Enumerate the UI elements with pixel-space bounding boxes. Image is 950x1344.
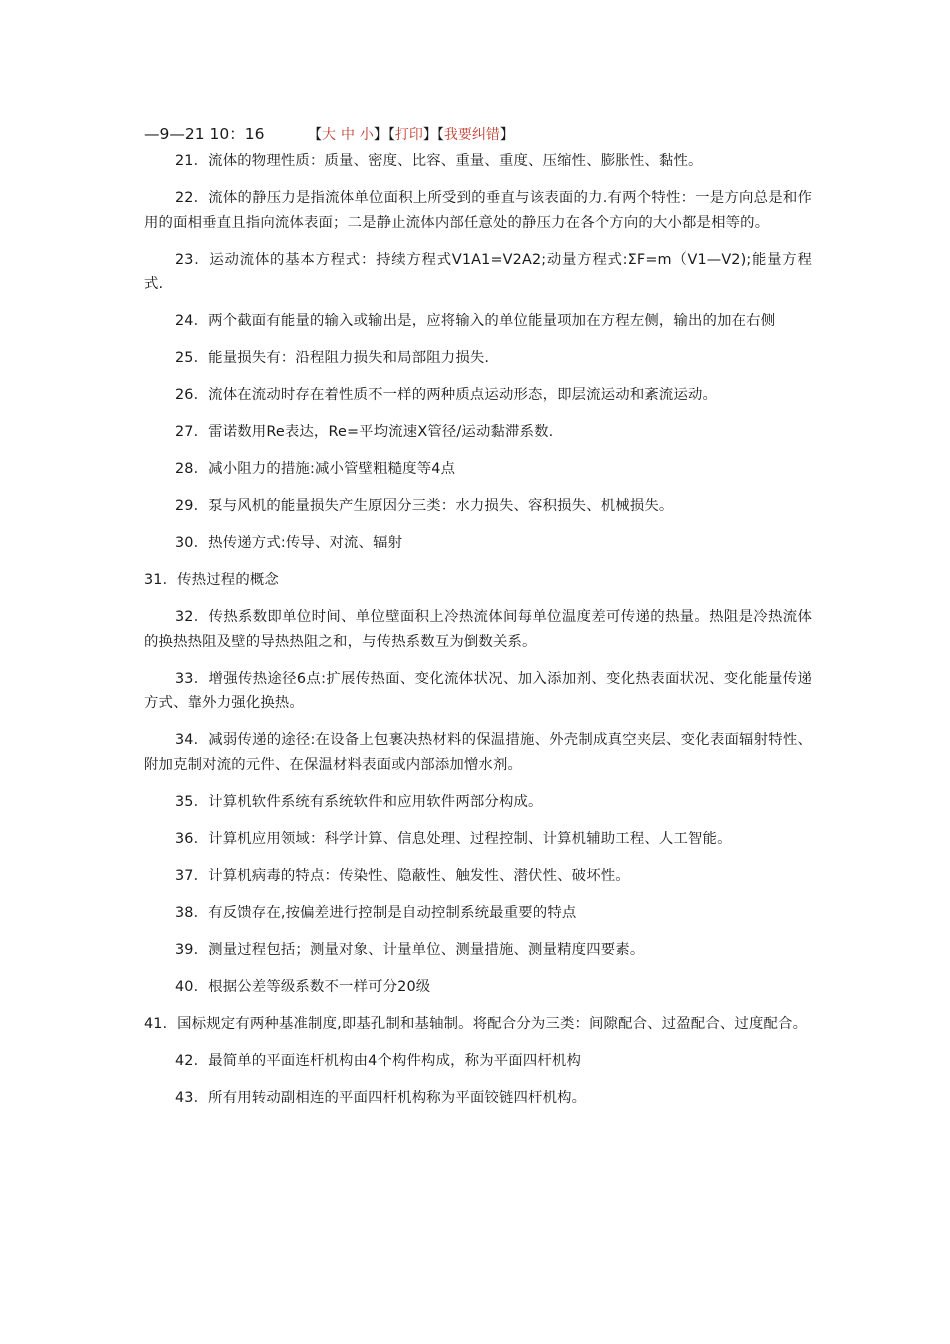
item-text: 增强传热途径6点:扩展传热面、变化流体状况、加入添加剂、变化热表面状况、变化能量传递方式、靠外力强化换热。 [144,670,813,711]
list-item [144,346,812,371]
item-text: 泵与风机的能量损失产生原因分三类：水力损失、容积损失、机械损失。 [208,498,674,514]
list-item [144,1049,812,1074]
item-number: 34． [175,732,209,748]
list-item [144,667,812,716]
font-size-medium-link[interactable]: 中 [340,127,355,143]
item-number: 26． [175,387,209,403]
item-text: 运动流体的基本方程式：持续方程式V1A1=V2A2;动量方程式:ΣF=m（V1—V2);能量方程式. [144,251,812,292]
item-text: 减弱传递的途径:在设备上包裹决热材料的保温措施、外壳制成真空夹层、变化表面辐射特性、附加克制对流的元件、在保温材料表面或内部添加憎水剂。 [144,732,812,773]
item-text: 传热过程的概念 [177,572,279,588]
list-item [144,383,812,408]
item-text: 能量损失有：沿程阻力损失和局部阻力损失. [208,350,490,366]
print-link[interactable]: 打印 [394,127,423,143]
article-header: —9—21 10：16 【大 中 小】【打印】【我要纠错】 [144,122,812,147]
item-text: 流体的物理性质：质量、密度、比容、重量、重度、压缩性、膨胀性、黏性。 [208,153,703,169]
list-item [144,605,812,654]
item-number: 33． [175,670,209,687]
item-number: 36． [175,830,209,847]
item-text: 计算机应用领域：科学计算、信息处理、过程控制、计算机辅助工程、人工智能。 [208,830,732,847]
item-number: 29． [175,498,209,514]
font-size-large-link[interactable]: 大 [322,127,336,143]
list-item [144,864,812,889]
item-number: 27． [175,424,209,440]
list-item [144,531,812,556]
list-item [144,309,812,334]
item-number: 35． [175,793,209,810]
item-number: 32． [175,609,209,625]
list-item [144,457,812,482]
item-text: 流体的静压力是指流体单位面积上所受到的垂直与该表面的力.有两个特性：一是方向总是和作用的面相垂直且指向流体表面；二是静止流体内部任意处的静压力在各个方向的大小都是相等的。 [144,190,812,231]
publish-date: —9—21 10：16 [144,125,265,143]
report-error-link[interactable]: 我要纠错 [443,127,500,143]
item-text: 所有用转动副相连的平面四杆机构称为平面铰链四杆机构。 [208,1089,587,1106]
item-number: 28． [175,461,209,477]
list-item [144,975,812,1000]
item-number: 37． [175,867,209,884]
item-text: 流体在流动时存在着性质不一样的两种质点运动形态，即层流运动和紊流运动。 [208,387,718,403]
list-item [144,827,812,852]
list-item [144,728,812,777]
item-number: 25． [175,350,209,366]
list-item [144,1086,812,1111]
list-item [144,149,812,174]
item-text: 有反馈存在,按偏差进行控制是自动控制系统最重要的特点 [208,904,577,921]
item-text: 计算机软件系统有系统软件和应用软件两部分构成。 [208,793,543,810]
item-number: 23． [175,251,210,268]
item-text: 测量过程包括；测量对象、计量单位、测量措施、测量精度四要素。 [208,941,645,958]
list-item [144,938,812,963]
list-item [144,248,812,297]
item-number: 31． [144,572,178,588]
item-number: 22． [175,190,209,206]
item-text: 国标规定有两种基准制度,即基孔制和基轴制。将配合分为三类：间隙配合、过盈配合、过度配合。 [177,1015,808,1032]
item-text: 最简单的平面连杆机构由4个构件构成，称为平面四杆机构 [208,1052,581,1069]
list-item [144,494,812,519]
item-number: 38． [175,904,209,921]
item-text: 减小阻力的措施:减小管壁粗糙度等4点 [208,461,456,477]
item-list [144,149,812,1110]
item-number: 43． [175,1089,209,1106]
item-text: 雷诺数用Re表达，Re=平均流速X管径/运动黏滞系数. [208,424,554,440]
list-item [144,420,812,445]
item-text: 两个截面有能量的输入或输出是，应将输入的单位能量项加在方程左侧，输出的加在右侧 [208,313,776,329]
list-item [144,901,812,926]
item-text: 传热系数即单位时间、单位壁面积上冷热流体间每单位温度差可传递的热量。热阻是冷热流体的换热热阻及壁的导热热阻之和，与传热系数互为倒数关系。 [144,609,813,650]
item-number: 39． [175,941,209,958]
item-number: 42． [175,1052,209,1069]
list-item [144,790,812,815]
item-text: 计算机病毒的特点：传染性、隐蔽性、触发性、潜伏性、破坏性。 [208,867,630,884]
item-number: 21． [175,153,209,169]
item-number: 24． [175,313,209,329]
item-text: 根据公差等级系数不一样可分20级 [208,978,431,995]
list-item [144,186,812,235]
item-number: 40． [175,978,209,995]
list-item [144,1012,812,1037]
list-item [144,568,812,593]
item-number: 30． [175,535,209,551]
document-page [144,122,812,1123]
item-text: 热传递方式:传导、对流、辐射 [208,535,403,551]
item-number: 41． [144,1015,178,1032]
font-size-small-link[interactable]: 小 [359,127,374,143]
